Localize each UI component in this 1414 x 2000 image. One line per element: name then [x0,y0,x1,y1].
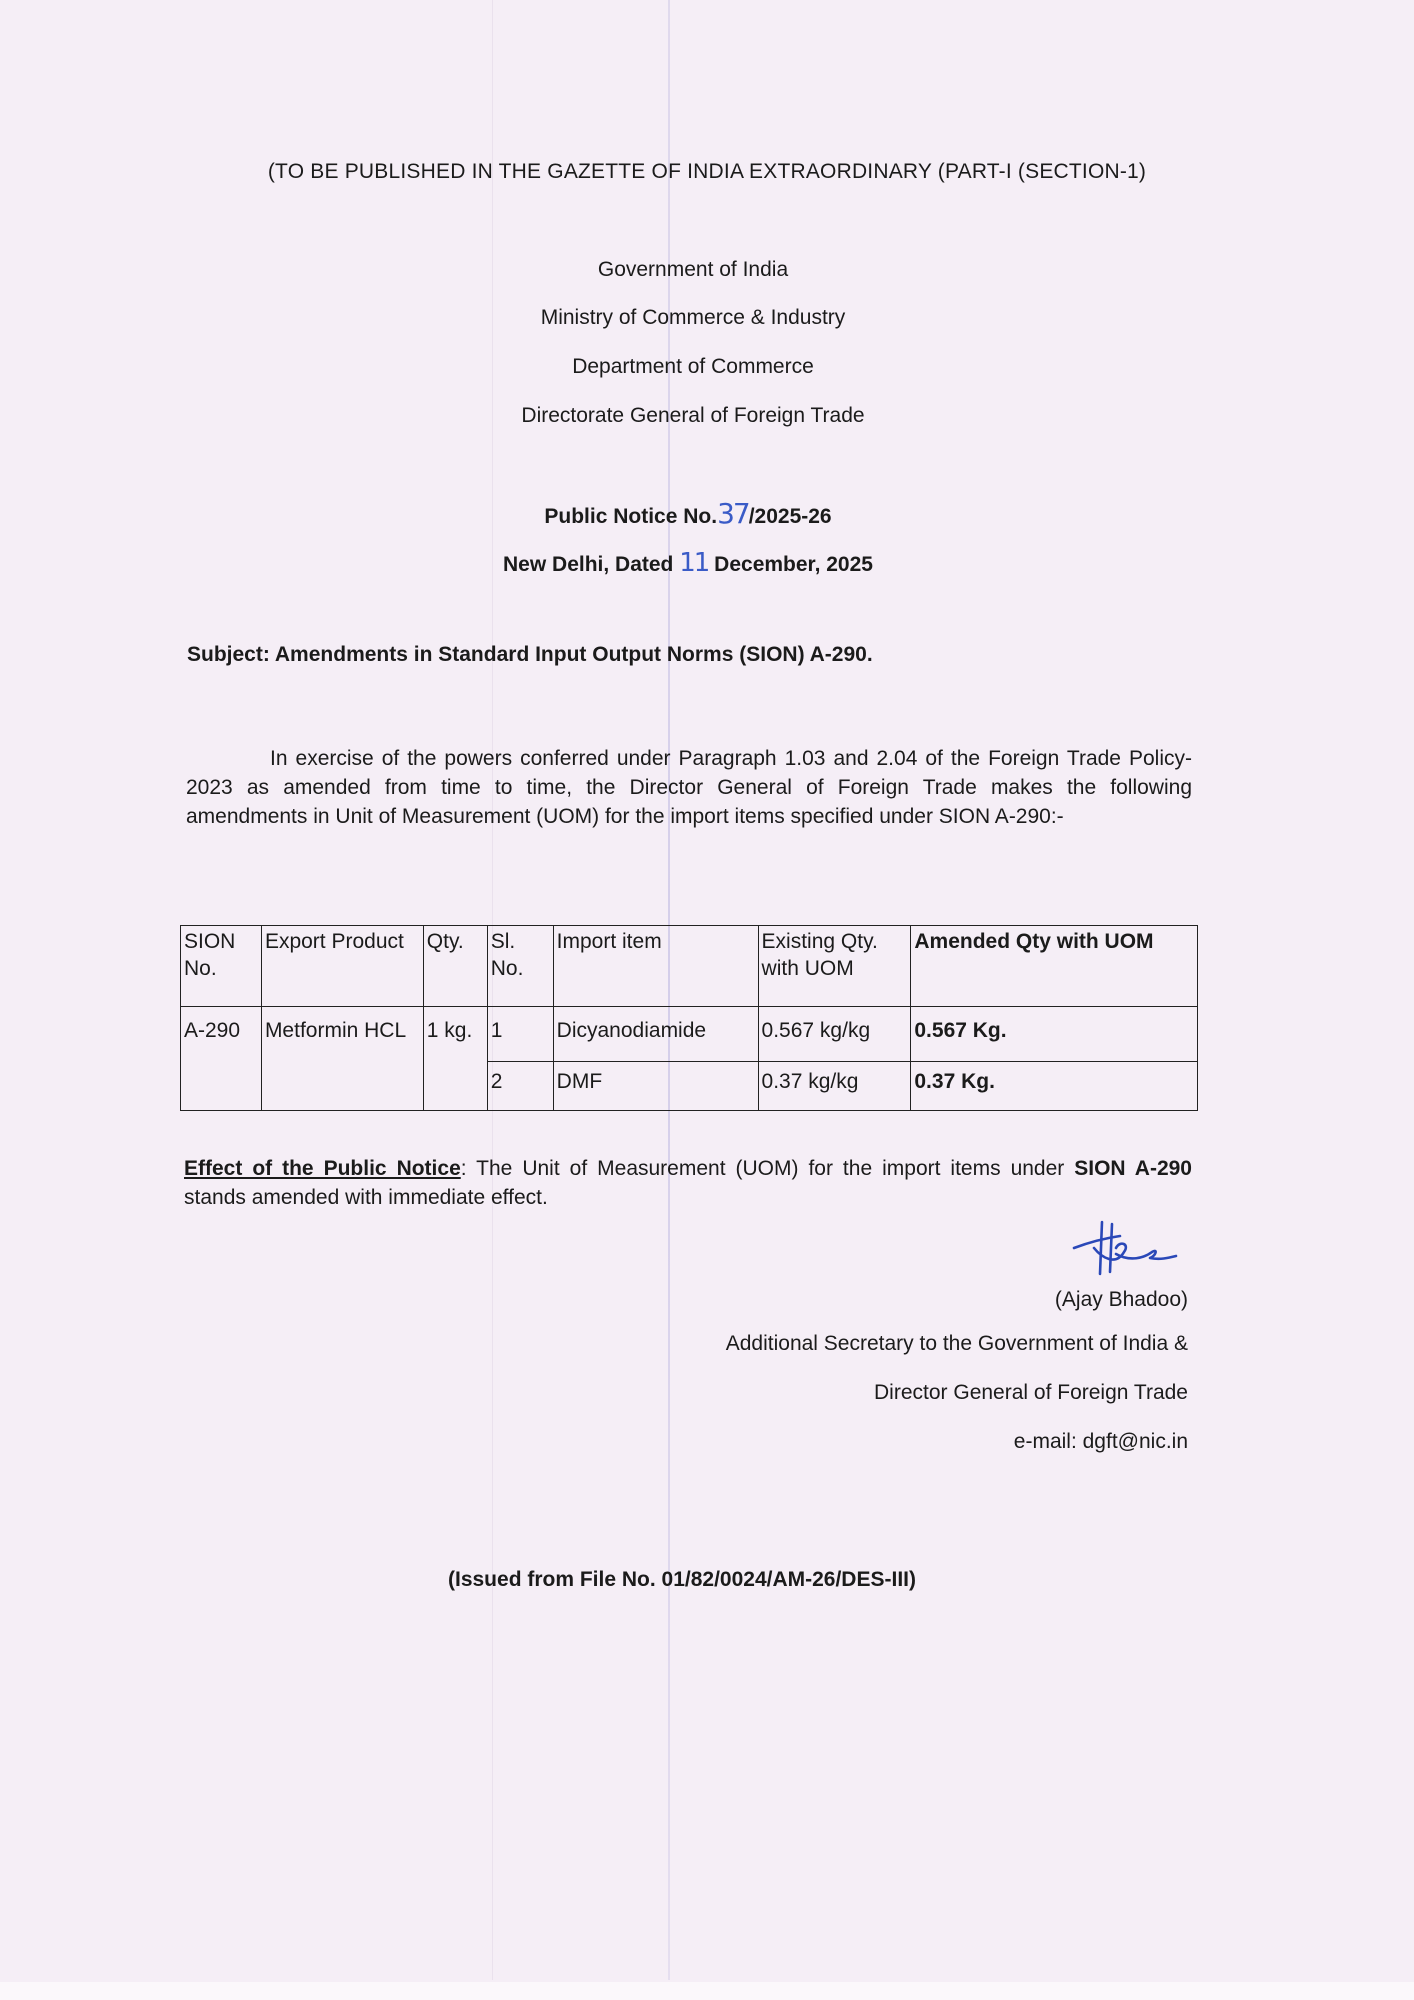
header-import-item: Import item [553,926,758,1007]
org-ministry: Ministry of Commerce & Industry [540,306,846,329]
body-paragraph [186,744,1192,831]
header-amended-qty: Amended Qty with UOM [911,926,1198,1007]
subject-line: Subject: Amendments in Standard Input Output Norms (SION) A-290. [187,643,873,666]
header-qty: Qty. [423,926,487,1007]
cell-export-product: Metformin HCL [261,1007,423,1111]
cell-existing-qty: 0.37 kg/kg [758,1062,911,1111]
public-notice-number [0,497,1376,530]
body-paragraph-text: In exercise of the powers conferred under Paragraph 1.03 and 2.04 of the Foreign Trade Policy-2023 as amended from time to time, the Director General of Foreign Trade makes the following amendments in Unit of Measurement (UOM) for the import items specified under SION A-290:- [186,747,1192,828]
signatory-name: (Ajay Bhadoo) [1054,1288,1188,1311]
cell-sl-no: 2 [487,1062,553,1111]
handwritten-day: 11 [679,548,709,578]
cell-amended-qty: 0.37 Kg. [911,1062,1198,1111]
cell-import-item: DMF [553,1062,758,1111]
notice-prefix: Public Notice No. [544,505,718,528]
sion-amendment-table [180,925,1198,1111]
header-sion-no: SION No. [181,926,262,1007]
signatory-title-1: Additional Secretary to the Government of India & [725,1332,1188,1355]
cell-sion-no: A-290 [181,1007,262,1111]
cell-existing-qty: 0.567 kg/kg [758,1007,911,1062]
cell-qty: 1 kg. [423,1007,487,1111]
cell-import-item: Dicyanodiamide [553,1007,758,1062]
cell-amended-qty: 0.567 Kg. [911,1007,1198,1062]
org-directorate: Directorate General of Foreign Trade [521,404,865,427]
notice-date [0,548,1376,578]
handwritten-signature [1072,1218,1182,1278]
header-existing-qty: Existing Qty. with UOM [758,926,911,1007]
scan-bottom-edge [0,1982,1414,2000]
signatory-title-2: Director General of Foreign Trade [874,1381,1188,1404]
header-sl-no: Sl. No. [487,926,553,1007]
effect-paragraph [184,1154,1192,1212]
effect-text-2: stands amended with immediate effect. [184,1186,548,1209]
header-export-product: Export Product [261,926,423,1007]
table-header-row [181,926,1198,1007]
cell-sl-no: 1 [487,1007,553,1062]
dated-prefix: New Delhi, Dated [503,553,674,576]
effect-sion-bold: SION A-290 [1074,1157,1192,1180]
table-row [181,1007,1198,1062]
org-government: Government of India [597,258,789,281]
gazette-header: (TO BE PUBLISHED IN THE GAZETTE OF INDIA EXTRAORDINARY (PART-I (SECTION-1) [267,160,1147,183]
signatory-email: e-mail: dgft@nic.in [1013,1430,1188,1453]
org-department: Department of Commerce [572,355,814,378]
handwritten-notice-number: 37 [717,497,749,530]
effect-label: Effect of the Public Notice [184,1157,461,1180]
notice-suffix: /2025-26 [748,505,832,528]
file-number: (Issued from File No. 01/82/0024/AM-26/DES-III) [448,1568,916,1591]
effect-text-1: : The Unit of Measurement (UOM) for the import items under [460,1157,1075,1180]
dated-suffix: December, 2025 [714,553,873,576]
